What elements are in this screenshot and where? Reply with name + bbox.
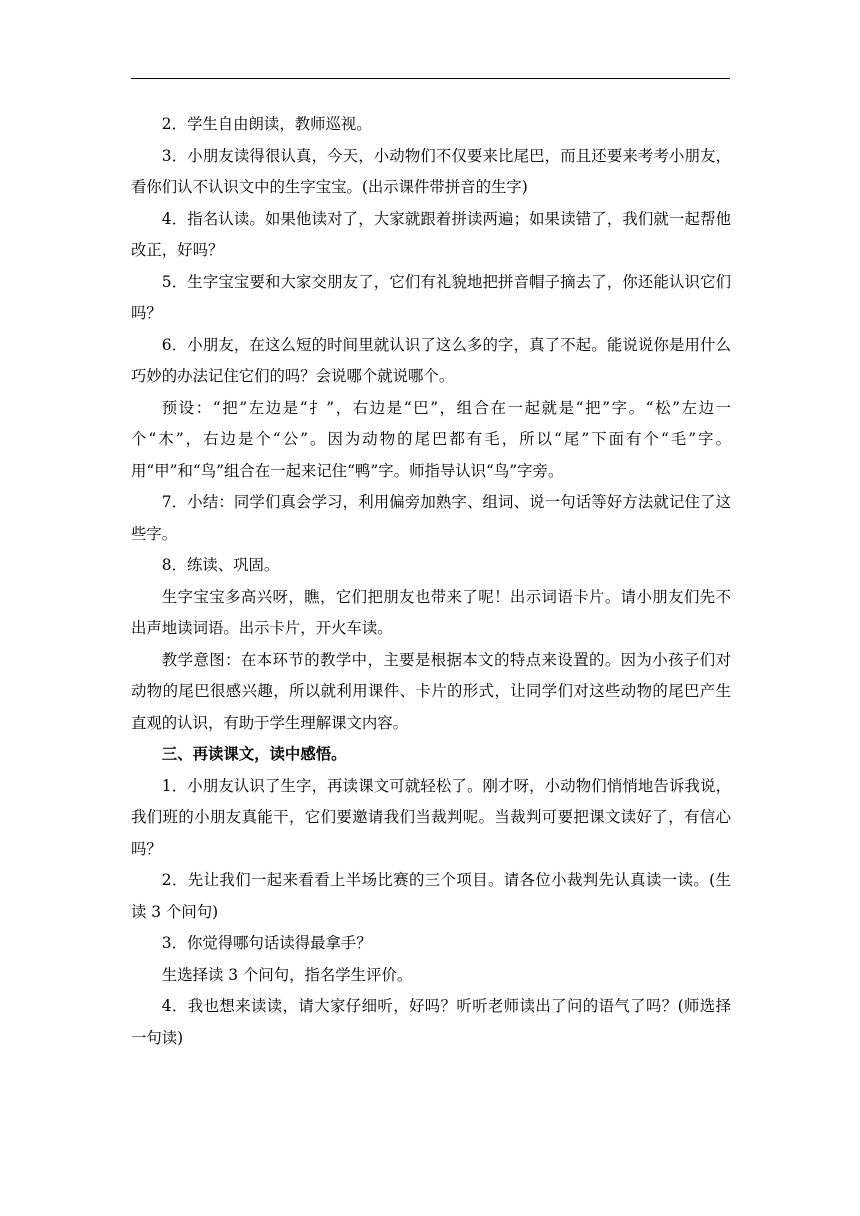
paragraph-reread-2: 2．先让我们一起来看看上半场比赛的三个项目。请各位小裁判先认真读一读。(生读 3 个问句) bbox=[131, 871, 731, 921]
paragraph-reread-4: 4．我也想来读读，请大家仔细听，好吗？听听老师读出了问的语气了吗？(师选择一句读) bbox=[131, 997, 731, 1047]
paragraph-student-choice: 生选择读 3 个问句，指名学生评价。 bbox=[161, 965, 413, 984]
paragraph-word-cards: 生字宝宝多高兴呀，瞧，它们把朋友也带来了呢！出示词语卡片。请小朋友们先不出声地读词语。出示卡片，开火车读。 bbox=[131, 587, 731, 637]
paragraph-preset: 预设：“把”左边是“扌”，右边是“巴”，组合在一起就是“把”字。“松”左边一个“木”，右边是个“公”。因为动物的尾巴都有毛，所以“尾”下面有个“毛”字。用“甲”和“鸟”组合在一起来记住“鸭”字。师指导认识“鸟”字旁。 bbox=[131, 398, 731, 480]
paragraph-reread-3: 3．你觉得哪句话读得最拿手？ bbox=[161, 934, 372, 952]
paragraph-step-2: 2．学生自由朗读，教师巡视。 bbox=[161, 115, 372, 133]
paragraph-step-4: 4．指名认读。如果他读对了，大家就跟着拼读两遍；如果读错了，我们就一起帮他改正，好吗？ bbox=[131, 209, 731, 259]
paragraph-teaching-intent: 教学意图：在本环节的教学中，主要是根据本文的特点来设置的。因为小孩子们对动物的尾巴很感兴趣，所以就利用课件、卡片的形式，让同学们对这些动物的尾巴产生直观的认识，有助于学生理解课文内容。 bbox=[131, 650, 731, 732]
paragraph-step-7: 7．小结：同学们真会学习，利用偏旁加熟字、组词、说一句话等好方法就记住了这些字。 bbox=[131, 493, 731, 543]
document-body bbox=[131, 109, 731, 1054]
paragraph-step-5: 5．生字宝宝要和大家交朋友了，它们有礼貌地把拼音帽子摘去了，你还能认识它们吗？ bbox=[131, 272, 731, 322]
paragraph-step-3: 3．小朋友读得很认真，今天，小动物们不仅要来比尾巴，而且还要来考考小朋友，看你们认不认识文中的生字宝宝。(出示课件带拼音的生字) bbox=[131, 146, 731, 196]
paragraph-reread-1: 1．小朋友认识了生字，再读课文可就轻松了。刚才呀，小动物们悄悄地告诉我说，我们班的小朋友真能干，它们要邀请我们当裁判呢。当裁判可要把课文读好了，有信心吗？ bbox=[131, 776, 731, 858]
paragraph-step-6: 6．小朋友，在这么短的时间里就认识了这么多的字，真了不起。能说说你是用什么巧妙的办法记住它们的吗？会说哪个就说哪个。 bbox=[131, 335, 731, 385]
section-heading: 三、再读课文，读中感悟。 bbox=[161, 745, 347, 763]
paragraph-step-8: 8．练读、巩固。 bbox=[161, 556, 280, 574]
header-rule bbox=[131, 78, 730, 79]
